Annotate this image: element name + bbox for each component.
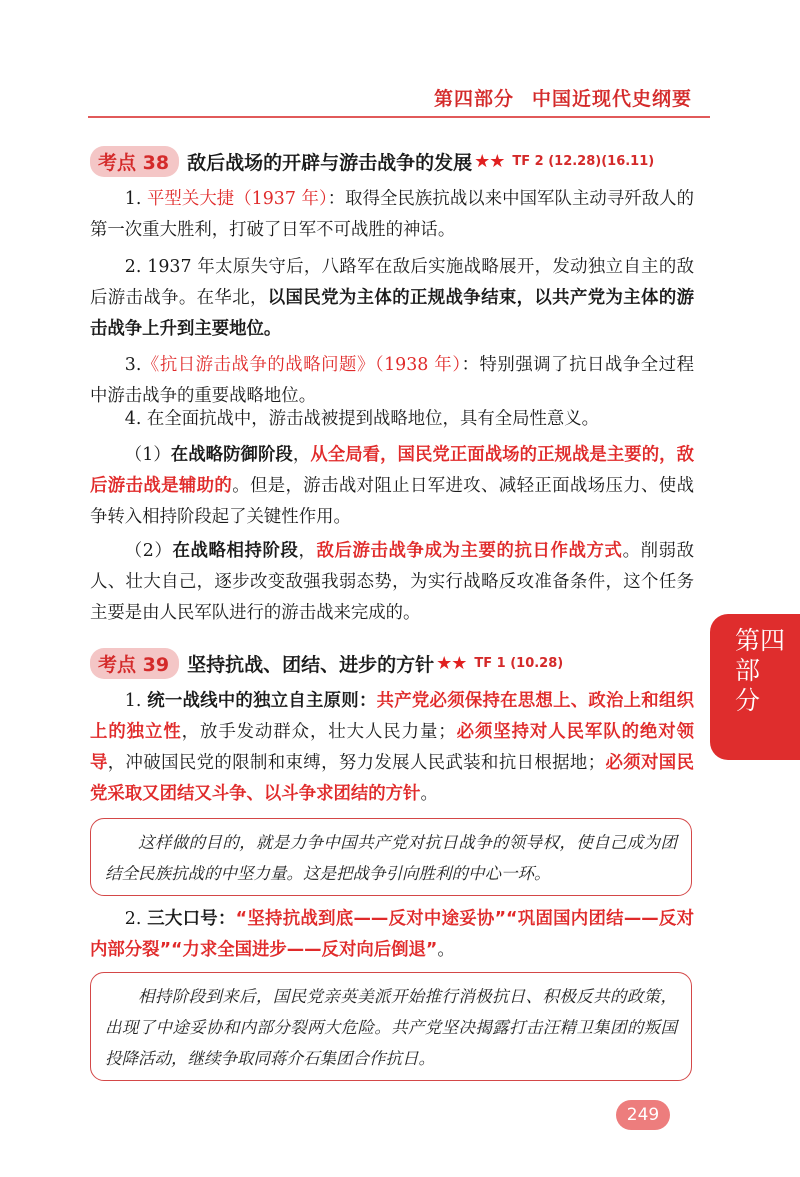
section-39-heading bbox=[90, 648, 730, 679]
s39-p1-red-1: 共产党必须保持在思想上、政治上和组织上的独立性 bbox=[90, 691, 694, 742]
s38-paragraph-5 bbox=[90, 440, 694, 533]
s39-p2-num: 2. bbox=[124, 909, 148, 929]
s38-paragraph-2 bbox=[90, 252, 694, 345]
section-38-tf: TF 2 (12.28)(16.11) bbox=[512, 154, 655, 169]
s38-p3-highlight: 《抗日游击战争的战略问题》（1938 年） bbox=[141, 355, 462, 375]
s38-p3-num: 3. bbox=[124, 355, 142, 375]
s38-paragraph-4: 4. 在全面抗战中，游击战被提到战略地位，具有全局性意义。 bbox=[124, 409, 600, 429]
s38-p5-bold: 在战略防御阶段 bbox=[170, 445, 293, 465]
s38-paragraph-1 bbox=[90, 184, 694, 246]
s38-p6-text: 。削弱敌人、壮大自己，逐步改变敌强我弱态势，为实行战略反攻准备条件，这个任务主要是由人民军队进行的游击战来完成的。 bbox=[90, 541, 694, 623]
running-head-part: 第四部分 bbox=[433, 88, 514, 110]
section-38-stars: ★★ bbox=[474, 151, 505, 172]
s38-p1-highlight: 平型关大捷（1937 年） bbox=[146, 189, 328, 209]
section-39-tf: TF 1 (10.28) bbox=[474, 656, 564, 671]
s39-p2-slogans: “坚持抗战到底——反对中途妥协”“巩固国内团结——反对内部分裂”“力求全国进步——反对向后倒退” bbox=[90, 909, 694, 960]
s38-p6-red: 敌后游击战争成为主要的抗日作战方式 bbox=[316, 541, 623, 561]
section-39-tag: 考点 39 bbox=[90, 648, 179, 679]
note-box-2: 相持阶段到来后，国民党亲英美派开始推行消极抗日、积极反共的政策，出现了中途妥协和内部分裂两大危险。共产党坚决揭露打击汪精卫集团的叛国投降活动，继续争取同蒋介石集团合作抗日。 bbox=[90, 972, 692, 1081]
s38-p2-bold: 以国民党为主体的正规战争结束，以共产党为主体的游击战争上升到主要地位。 bbox=[90, 288, 694, 339]
s38-p1-text: ：取得全民族抗战以来中国军队主动寻歼敌人的第一次重大胜利，打破了日军不可战胜的神话。 bbox=[90, 189, 695, 240]
side-tab-line-1: 第四 bbox=[735, 626, 786, 655]
s38-p6-bold: 在战略相持阶段 bbox=[172, 541, 299, 561]
s38-p5-comma: ， bbox=[292, 445, 311, 465]
side-tab-line-3: 分 bbox=[735, 686, 761, 715]
running-head bbox=[434, 84, 692, 111]
section-38-heading bbox=[90, 146, 730, 177]
s39-p1-num: 1. bbox=[124, 691, 148, 711]
s38-p3-text: ：特别强调了抗日战争全过程中游击战争的重要战略地位。 bbox=[90, 355, 694, 406]
s38-p5-text: 。但是，游击战对阻止日军进攻、减轻正面战场压力、使战争转入相持阶段起了关键性作用。 bbox=[90, 476, 694, 527]
s38-p6-comma: ， bbox=[298, 541, 317, 561]
section-38-tag: 考点 38 bbox=[90, 146, 179, 177]
s38-paragraph-3 bbox=[90, 350, 694, 412]
s39-paragraph-2 bbox=[90, 904, 694, 966]
section-38-title: 敌后战场的开辟与游击战争的发展 bbox=[187, 152, 473, 174]
s39-paragraph-1 bbox=[90, 686, 694, 810]
s38-p2-text: 2. 1937 年太原失守后，八路军在敌后实施战略展开，发动独立自主的敌后游击战争。在华北， bbox=[90, 257, 694, 308]
side-tab-line-2: 部 bbox=[735, 656, 761, 685]
note-box-1: 这样做的目的，就是力争中国共产党对抗日战争的领导权，使自己成为团结全民族抗战的中坚力量。这是把战争引向胜利的中心一环。 bbox=[90, 818, 692, 896]
s39-p1-text-3: 。 bbox=[420, 784, 438, 804]
s38-p5-red: 从全局看，国民党正面战场的正规战是主要的，敌后游击战是辅助的 bbox=[90, 445, 694, 496]
s39-p2-bold: 三大口号： bbox=[147, 909, 236, 929]
s39-p1-red-3: 必须对国民党采取又团结又斗争、以斗争求团结的方针 bbox=[90, 753, 694, 804]
header-rule bbox=[88, 116, 710, 118]
section-39-title: 坚持抗战、团结、进步的方针 bbox=[187, 654, 435, 676]
s39-p1-text-1: ，放手发动群众，壮大人民力量； bbox=[181, 722, 456, 742]
s39-p1-red-2: 必须坚持对人民军队的绝对领导 bbox=[90, 722, 694, 773]
s38-p6-num: （2） bbox=[124, 541, 173, 561]
page-number: 249 bbox=[616, 1100, 670, 1130]
s38-paragraph-6 bbox=[90, 536, 694, 629]
s39-p1-bold: 统一战线中的独立自主原则： bbox=[147, 691, 377, 711]
s39-p1-text-2: ，冲破国民党的限制和束缚，努力发展人民武装和抗日根据地； bbox=[107, 753, 606, 773]
s39-p2-end: 。 bbox=[437, 940, 455, 960]
s38-p1-num: 1. bbox=[124, 189, 147, 209]
section-39-stars: ★★ bbox=[436, 653, 467, 674]
s38-p5-num: （1） bbox=[124, 445, 171, 465]
part-side-tab bbox=[710, 614, 800, 760]
running-head-subject: 中国近现代史纲要 bbox=[531, 88, 692, 110]
